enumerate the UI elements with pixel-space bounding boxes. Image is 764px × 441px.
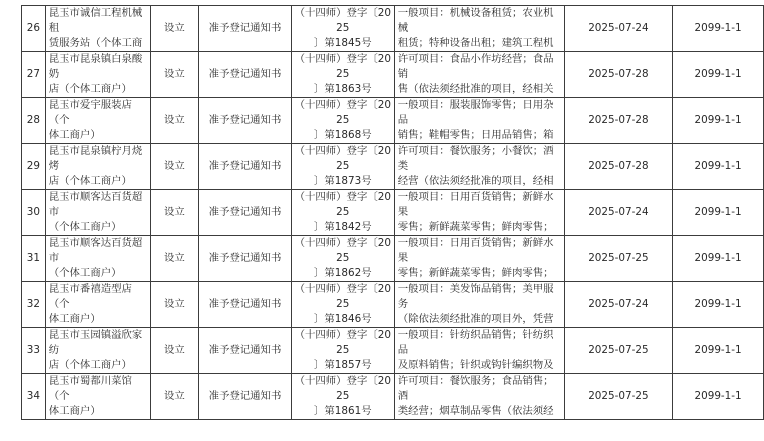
business-name: 昆玉市玉园镇溢欣家纺 店（个体工商户） [48,329,143,371]
start-date: 2025-07-24 [588,298,649,310]
row-number: 30 [26,206,40,218]
start-date-cell [564,282,673,328]
document-type: 准予登记通知书 [208,252,282,264]
end-date: 2099-1-1 [694,206,742,218]
registration-number-cell [291,236,394,282]
row-number-cell [22,374,46,420]
business-scope-cell [394,282,564,328]
start-date: 2025-07-25 [588,252,649,264]
registration-type-cell [150,236,198,282]
table-row [22,144,764,190]
table-body [22,6,764,420]
registration-type: 设立 [163,160,185,172]
start-date: 2025-07-28 [588,160,649,172]
registration-type-cell [150,144,198,190]
row-number-cell [22,328,46,374]
document-type-cell [199,190,292,236]
business-name: 昆玉市爱宇服装店（个 体工商户） [48,99,132,141]
document-type-cell [199,374,292,420]
end-date: 2099-1-1 [694,390,742,402]
start-date: 2025-07-28 [588,114,649,126]
document-type-cell [199,144,292,190]
row-number-cell [22,190,46,236]
row-number: 31 [26,252,40,264]
end-date: 2099-1-1 [694,252,742,264]
registration-number: （十四师）登字〔2025 〕第1863号 [294,53,391,95]
registration-type-cell [150,328,198,374]
end-date-cell [673,6,764,52]
business-scope: 一般项目：针纺织品销售；针纺织品 及原料销售；针织或钩针编织物及 [397,329,554,371]
registration-type: 设立 [163,22,185,34]
start-date: 2025-07-25 [588,390,649,402]
business-scope: 许可项目：餐饮服务；小餐饮；酒类 经营（依法须经批准的项目，经相 [397,145,554,187]
table-row [22,6,764,52]
business-scope: 一般项目：日用百货销售；新鲜水果 零售；新鲜蔬菜零售；鲜肉零售； [397,237,554,279]
business-name: 昆玉市诚信工程机械租 赁服务站（个体工商 [48,7,143,49]
business-scope: 许可项目：餐饮服务；食品销售；酒 类经营；烟草制品零售（依法须经 [397,375,554,417]
row-number: 27 [26,68,40,80]
business-scope-cell [394,190,564,236]
end-date-cell [673,374,764,420]
business-scope-cell [394,328,564,374]
start-date: 2025-07-24 [588,22,649,34]
business-name: 昆玉市昆泉镇柠月烧烤 店（个体工商户） [48,145,143,187]
business-name-cell [45,52,150,98]
start-date: 2025-07-28 [588,68,649,80]
registration-type: 设立 [163,68,185,80]
registration-number-cell [291,52,394,98]
registration-number-cell [291,6,394,52]
business-name: 昆玉市番禧造型店（个 体工商户） [48,283,132,325]
end-date-cell [673,144,764,190]
row-number-cell [22,98,46,144]
registration-number-cell [291,190,394,236]
business-scope-cell [394,98,564,144]
registration-type-cell [150,52,198,98]
row-number-cell [22,236,46,282]
registration-type-cell [150,98,198,144]
business-scope: 一般项目：机械设备租赁；农业机械 租赁；特种设备出租；建筑工程机 [397,7,554,49]
start-date-cell [564,6,673,52]
start-date-cell [564,190,673,236]
document-type: 准予登记通知书 [208,68,282,80]
document-type-cell [199,236,292,282]
registration-number: （十四师）登字〔2025 〕第1846号 [294,283,391,325]
registration-number: （十四师）登字〔2025 〕第1842号 [294,191,391,233]
end-date-cell [673,52,764,98]
document-type-cell [199,6,292,52]
end-date: 2099-1-1 [694,68,742,80]
end-date: 2099-1-1 [694,160,742,172]
registration-number-cell [291,374,394,420]
business-name: 昆玉市昆泉镇白泉酸奶 店（个体工商户） [48,53,143,95]
document-type: 准予登记通知书 [208,344,282,356]
start-date: 2025-07-24 [588,206,649,218]
start-date-cell [564,236,673,282]
end-date: 2099-1-1 [694,22,742,34]
business-scope-cell [394,236,564,282]
table-row [22,52,764,98]
end-date: 2099-1-1 [694,298,742,310]
registration-type: 设立 [163,298,185,310]
row-number-cell [22,282,46,328]
row-number: 29 [26,160,40,172]
end-date-cell [673,282,764,328]
business-name-cell [45,6,150,52]
end-date-cell [673,190,764,236]
document-type: 准予登记通知书 [208,160,282,172]
registration-number: （十四师）登字〔2025 〕第1861号 [294,375,391,417]
registration-number: （十四师）登字〔2025 〕第1845号 [294,7,391,49]
business-name-cell [45,190,150,236]
document-type: 准予登记通知书 [208,114,282,126]
business-name-cell [45,236,150,282]
business-scope: 一般项目：服装服饰零售；日用杂品 销售；鞋帽零售；日用品销售；箱 [397,99,554,141]
business-scope: 许可项目：食品小作坊经营；食品销 售（依法须经批准的项目，经相关 [397,53,554,95]
registration-type: 设立 [163,390,185,402]
business-name: 昆玉市顺客达百货超市 （个体工商户） [48,237,143,279]
registration-type: 设立 [163,206,185,218]
registration-number-cell [291,328,394,374]
end-date-cell [673,328,764,374]
row-number: 33 [26,344,40,356]
registration-number: （十四师）登字〔2025 〕第1873号 [294,145,391,187]
row-number-cell [22,6,46,52]
start-date: 2025-07-25 [588,344,649,356]
start-date-cell [564,328,673,374]
business-scope-cell [394,144,564,190]
registration-type-cell [150,190,198,236]
registration-number-cell [291,98,394,144]
business-name-cell [45,144,150,190]
document-type-cell [199,98,292,144]
business-scope: 一般项目：美发饰品销售；美甲服务 （除依法须经批准的项目外，凭营 [397,283,554,325]
row-number: 26 [26,22,40,34]
end-date: 2099-1-1 [694,114,742,126]
table-row [22,98,764,144]
start-date-cell [564,144,673,190]
document-type: 准予登记通知书 [208,298,282,310]
registration-type-cell [150,6,198,52]
registration-number-cell [291,144,394,190]
table-row [22,190,764,236]
business-name: 昆玉市顺客达百货超市 （个体工商户） [48,191,143,233]
document-type-cell [199,282,292,328]
registration-number-cell [291,282,394,328]
end-date-cell [673,236,764,282]
registration-type: 设立 [163,344,185,356]
registration-type: 设立 [163,252,185,264]
table-row [22,328,764,374]
business-name-cell [45,98,150,144]
registration-number: （十四师）登字〔2025 〕第1868号 [294,99,391,141]
business-scope-cell [394,52,564,98]
document-type: 准予登记通知书 [208,22,282,34]
row-number: 32 [26,298,40,310]
table-row [22,282,764,328]
business-scope: 一般项目：日用百货销售；新鲜水果 零售；新鲜蔬菜零售；鲜肉零售； [397,191,554,233]
document-type: 准予登记通知书 [208,390,282,402]
business-scope-cell [394,6,564,52]
end-date-cell [673,98,764,144]
business-scope-cell [394,374,564,420]
row-number-cell [22,52,46,98]
table-row [22,374,764,420]
registration-table [21,5,764,420]
start-date-cell [564,374,673,420]
business-name-cell [45,374,150,420]
document-type-cell [199,328,292,374]
document-type-cell [199,52,292,98]
start-date-cell [564,52,673,98]
business-name-cell [45,282,150,328]
table-row [22,236,764,282]
start-date-cell [564,98,673,144]
registration-number: （十四师）登字〔2025 〕第1857号 [294,329,391,371]
row-number: 28 [26,114,40,126]
business-name: 昆玉市蜀都川菜馆（个 体工商户） [48,375,132,417]
document-type: 准予登记通知书 [208,206,282,218]
registration-type-cell [150,374,198,420]
row-number: 34 [26,390,40,402]
registration-type-cell [150,282,198,328]
business-name-cell [45,328,150,374]
registration-type: 设立 [163,114,185,126]
row-number-cell [22,144,46,190]
registration-number: （十四师）登字〔2025 〕第1862号 [294,237,391,279]
end-date: 2099-1-1 [694,344,742,356]
